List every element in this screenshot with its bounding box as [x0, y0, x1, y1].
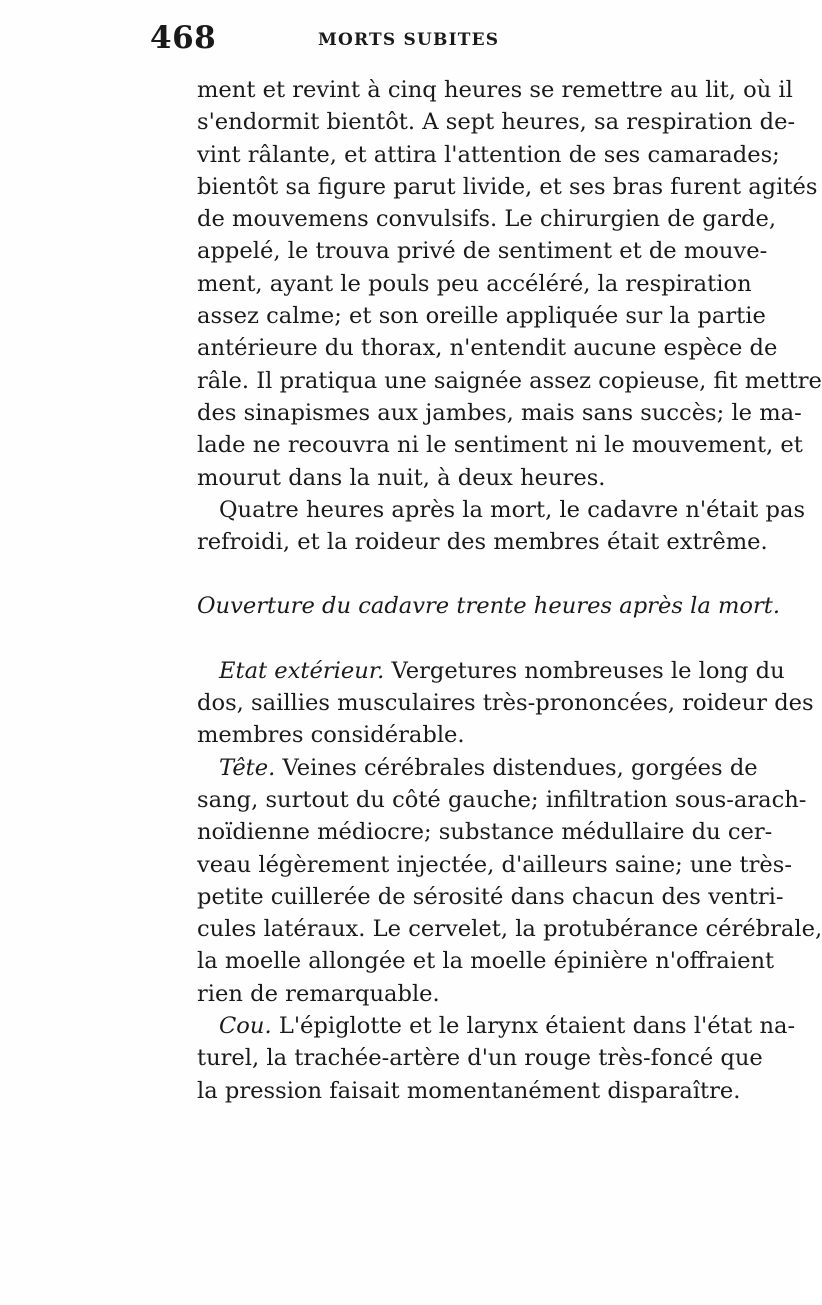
- page-number: 468: [150, 20, 217, 56]
- section-heading: Ouverture du cadavre trente heures après la mort.: [197, 593, 781, 620]
- running-title: MORTS SUBITES: [318, 30, 500, 50]
- section-tete: [197, 752, 822, 1010]
- text-line: mourut dans la nuit, à deux heures.: [197, 464, 606, 491]
- section-etat-exterieur: [197, 655, 814, 752]
- section-first-line: Veines cérébrales distendues, gorgées de: [282, 754, 758, 781]
- section-label: Tête.: [219, 754, 276, 781]
- text-line: des sinapismes aux jambes, mais sans succès; le ma-: [197, 399, 802, 426]
- text-line: refroidi, et la roideur des membres était extrême.: [197, 529, 768, 556]
- text-line: veau légèrement injectée, d'ailleurs saine; une très-: [197, 851, 793, 878]
- text-line: la moelle allongée et la moelle épinière n'offraient: [197, 948, 775, 975]
- text-line: sang, surtout du côté gauche; infiltration sous-arach-: [197, 786, 807, 813]
- text-line: [197, 752, 758, 784]
- text-line: ment et revint à cinq heures se remettre au lit, où il: [197, 77, 793, 103]
- body-text: [197, 74, 822, 1107]
- section-first-line: Vergetures nombreuses le long du: [391, 657, 785, 684]
- page-header: [150, 20, 740, 70]
- text-line: assez calme; et son oreille appliquée sur la partie: [197, 303, 766, 330]
- spacer: [197, 623, 740, 655]
- section-label: Cou.: [219, 1013, 272, 1040]
- text-line: s'endormit bientôt. A sept heures, sa respiration de-: [197, 109, 796, 136]
- section-cou: [197, 1010, 796, 1107]
- text-line: râle. Il pratiqua une saignée assez copieuse, fit mettre: [197, 367, 822, 394]
- text-line: cules latéraux. Le cervelet, la protubérance cérébrale,: [197, 916, 822, 943]
- paragraph-case-narrative: [197, 74, 822, 494]
- text-line: noïdienne médiocre; substance médullaire du cer-: [197, 819, 773, 846]
- spacer: [197, 558, 740, 590]
- text-line: petite cuillerée de sérosité dans chacun des ventri-: [197, 883, 784, 910]
- text-line: rien de remarquable.: [197, 980, 440, 1007]
- text-line: [197, 655, 785, 687]
- text-line: bientôt sa figure parut livide, et ses bras furent agités: [197, 173, 818, 200]
- text-line: [197, 1010, 796, 1042]
- text-line: de mouvemens convulsifs. Le chirurgien de garde,: [197, 206, 777, 233]
- text-line: membres considérable.: [197, 722, 465, 749]
- text-line: la pression faisait momentanément disparaître.: [197, 1077, 741, 1104]
- text-line: appelé, le trouva privé de sentiment et de mouve-: [197, 238, 768, 265]
- text-line: vint râlante, et attira l'attention de ses camarades;: [197, 141, 780, 168]
- section-label: Etat extérieur.: [219, 657, 385, 684]
- text-line: antérieure du thorax, n'entendit aucune espèce de: [197, 335, 778, 362]
- text-line: ment, ayant le pouls peu accéléré, la respiration: [197, 270, 752, 297]
- text-line: turel, la trachée-artère d'un rouge très-foncé que: [197, 1045, 763, 1072]
- section-first-line: L'épiglotte et le larynx étaient dans l'état na-: [278, 1013, 796, 1040]
- text-line: Quatre heures après la mort, le cadavre n'était pas: [219, 496, 806, 523]
- text-line: lade ne recouvra ni le sentiment ni le mouvement, et: [197, 432, 803, 459]
- paragraph-post-mortem-state: [197, 494, 806, 559]
- text-line: dos, saillies musculaires très-prononcées, roideur des: [197, 690, 814, 717]
